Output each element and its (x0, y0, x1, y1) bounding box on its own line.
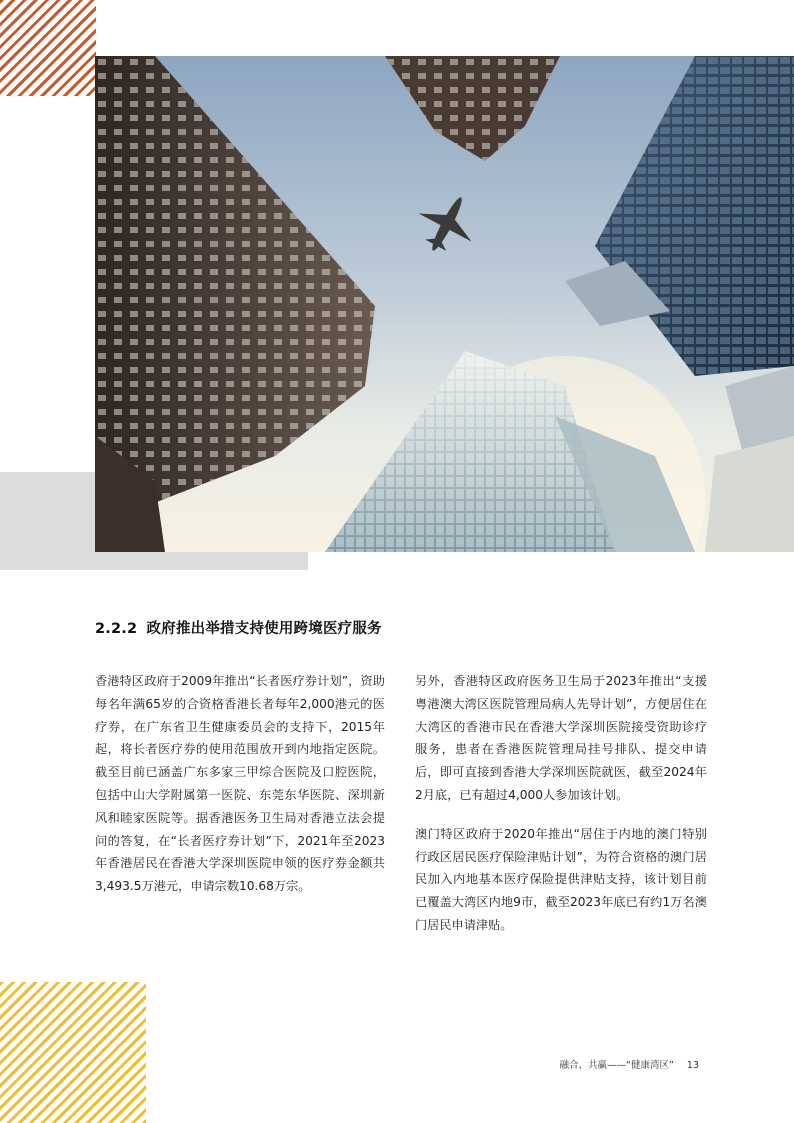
section-title: 政府推出举措支持使用跨境医疗服务 (146, 621, 382, 637)
paragraph-macau-insurance-subsidy: 澳门特区政府于2020年推出“居住于内地的澳门特别行政区居民医疗保险津贴计划”，为符合资格的澳门居民加入内地基本医疗保险提供津贴支持，该计划目前已覆盖大湾区内地9市，截至2023年底已有约1万名澳门居民申请津贴。 (415, 826, 707, 932)
section-heading (95, 617, 695, 638)
decorative-stripes-orange (0, 0, 96, 96)
paragraph-gba-pilot-scheme: 另外，香港特区政府医务卫生局于2023年推出“支援粤港澳大湾区医院管理局病人先导计划”，方便居住在大湾区的香港市民在香港大学深圳医院接受资助诊疗服务，患者在香港医院管理局挂号排队、提交申请后，即可直接到香港大学深圳医院就医，截至2024年2月底，已有超过4,000人参加该计划。 (415, 674, 707, 802)
decorative-stripes-yellow (0, 982, 146, 1123)
page-footer (560, 1057, 699, 1071)
running-title: 融合、共赢——“健康湾区” (559, 1060, 674, 1071)
right-column (415, 670, 707, 953)
section-number: 2.2.2 (95, 621, 138, 637)
skyline-airplane-photo (95, 56, 794, 552)
left-column (95, 670, 385, 914)
paragraph-hk-elderly-voucher: 香港特区政府于2009年推出“长者医疗券计划”，资助每名年满65岁的合资格香港长者每年2,000港元的医疗券，在广东省卫生健康委员会的支持下，2015年起，将长者医疗券的使用范围放开到内地指定医院。截至目前已涵盖广东多家三甲综合医院及口腔医院，包括中山大学附属第一医院、东莞东华医院、深圳新风和睦家医院等。据香港医务卫生局对香港立法会提问的答复，在“长者医疗券计划”下，2021年至2023年香港居民在香港大学深圳医院申领的医疗券金额共3,493.5万港元，申请宗数10.68万宗。 (95, 674, 385, 894)
page-number: 13 (686, 1060, 699, 1071)
